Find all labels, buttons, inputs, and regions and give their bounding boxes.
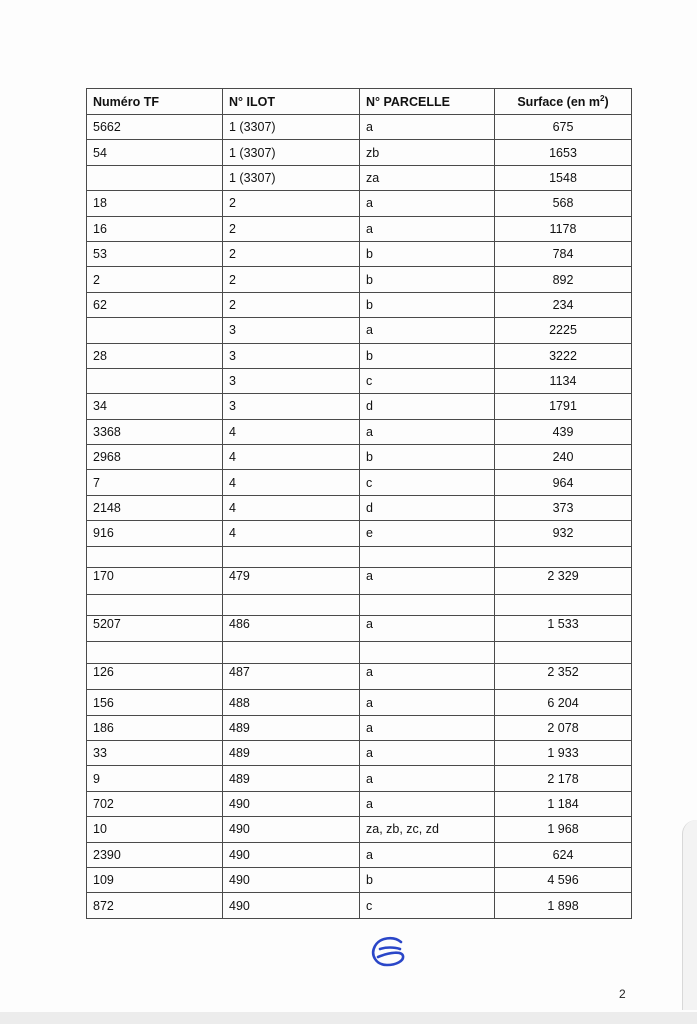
table-row [87, 368, 632, 393]
cell-ilot: 489 [223, 715, 360, 740]
scan-edge [682, 820, 697, 1010]
cell-parcelle: a [360, 191, 495, 216]
cell-surface: 1 968 [495, 817, 632, 842]
header-surface-exponent: 2 [600, 93, 605, 103]
cell-numero-tf: 33 [87, 741, 223, 766]
table-row [87, 140, 632, 165]
cell-numero-tf: 2390 [87, 842, 223, 867]
cell-surface: 964 [495, 470, 632, 495]
cell-parcelle: za [360, 165, 495, 190]
cell-parcelle: a [360, 216, 495, 241]
table-row [87, 546, 632, 568]
cell-numero-tf: 54 [87, 140, 223, 165]
cell-surface: 2 329 [495, 568, 632, 594]
table-row [87, 715, 632, 740]
cell-ilot: 3 [223, 318, 360, 343]
table-row [87, 868, 632, 893]
cell-surface: 1134 [495, 368, 632, 393]
cell-parcelle: a [360, 568, 495, 594]
cell-numero-tf [87, 546, 223, 568]
signature-mark [368, 935, 410, 969]
table-row [87, 267, 632, 292]
cell-ilot: 2 [223, 191, 360, 216]
header-numero-tf: Numéro TF [87, 89, 223, 115]
cell-surface: 6 204 [495, 690, 632, 715]
cell-ilot: 4 [223, 419, 360, 444]
table-row [87, 741, 632, 766]
cell-surface [495, 642, 632, 664]
cell-parcelle: a [360, 842, 495, 867]
cell-ilot: 487 [223, 663, 360, 689]
cell-parcelle: a [360, 690, 495, 715]
cell-numero-tf: 3368 [87, 419, 223, 444]
cell-parcelle: c [360, 368, 495, 393]
cell-numero-tf: 2148 [87, 495, 223, 520]
cell-parcelle: a [360, 741, 495, 766]
cell-numero-tf: 53 [87, 241, 223, 266]
parcel-table [86, 88, 632, 919]
cell-surface: 439 [495, 419, 632, 444]
cell-ilot: 2 [223, 292, 360, 317]
cell-ilot [223, 594, 360, 616]
cell-ilot: 2 [223, 216, 360, 241]
cell-parcelle: a [360, 318, 495, 343]
cell-numero-tf: 9 [87, 766, 223, 791]
cell-surface: 2225 [495, 318, 632, 343]
cell-numero-tf: 702 [87, 791, 223, 816]
cell-surface: 3222 [495, 343, 632, 368]
cell-surface: 1653 [495, 140, 632, 165]
table-row [87, 495, 632, 520]
cell-ilot [223, 546, 360, 568]
cell-numero-tf [87, 368, 223, 393]
cell-ilot: 1 (3307) [223, 115, 360, 140]
table-row [87, 690, 632, 715]
cell-numero-tf: 62 [87, 292, 223, 317]
cell-surface: 373 [495, 495, 632, 520]
cell-parcelle: b [360, 267, 495, 292]
cell-parcelle: a [360, 115, 495, 140]
cell-numero-tf: 7 [87, 470, 223, 495]
cell-ilot: 1 (3307) [223, 165, 360, 190]
cell-numero-tf: 2 [87, 267, 223, 292]
cell-parcelle: b [360, 868, 495, 893]
cell-parcelle: c [360, 470, 495, 495]
cell-surface: 4 596 [495, 868, 632, 893]
cell-surface: 1 933 [495, 741, 632, 766]
table-row [87, 165, 632, 190]
cell-parcelle: e [360, 521, 495, 546]
table-row [87, 318, 632, 343]
cell-numero-tf: 156 [87, 690, 223, 715]
table-row [87, 521, 632, 546]
cell-ilot: 3 [223, 368, 360, 393]
cell-ilot: 2 [223, 241, 360, 266]
table-row [87, 817, 632, 842]
cell-ilot: 2 [223, 267, 360, 292]
cell-surface: 240 [495, 445, 632, 470]
cell-parcelle: a [360, 766, 495, 791]
table-row [87, 470, 632, 495]
cell-ilot: 1 (3307) [223, 140, 360, 165]
cell-ilot: 490 [223, 817, 360, 842]
cell-parcelle: a [360, 791, 495, 816]
table-header-row [87, 89, 632, 115]
table-row [87, 115, 632, 140]
cell-numero-tf: 5207 [87, 616, 223, 642]
cell-numero-tf: 34 [87, 394, 223, 419]
cell-parcelle: b [360, 343, 495, 368]
table-row [87, 893, 632, 918]
cell-surface: 1 184 [495, 791, 632, 816]
table-row [87, 642, 632, 664]
cell-parcelle: b [360, 445, 495, 470]
table-row [87, 594, 632, 616]
cell-surface: 784 [495, 241, 632, 266]
cell-ilot: 490 [223, 893, 360, 918]
table-row [87, 216, 632, 241]
table-row [87, 191, 632, 216]
cell-surface: 1791 [495, 394, 632, 419]
cell-surface: 568 [495, 191, 632, 216]
cell-parcelle [360, 546, 495, 568]
cell-ilot [223, 642, 360, 664]
header-surface-close: ) [604, 94, 609, 109]
cell-surface [495, 594, 632, 616]
cell-numero-tf: 10 [87, 817, 223, 842]
header-surface-text: Surface (en m [517, 94, 601, 109]
table-row [87, 663, 632, 689]
cell-ilot: 489 [223, 741, 360, 766]
cell-parcelle: a [360, 663, 495, 689]
cell-surface: 1 898 [495, 893, 632, 918]
cell-parcelle: b [360, 241, 495, 266]
cell-parcelle [360, 594, 495, 616]
cell-parcelle: a [360, 715, 495, 740]
page-number: 2 [619, 987, 626, 1001]
cell-parcelle: c [360, 893, 495, 918]
cell-parcelle: d [360, 495, 495, 520]
cell-ilot: 490 [223, 868, 360, 893]
cell-ilot: 3 [223, 394, 360, 419]
cell-surface: 675 [495, 115, 632, 140]
cell-ilot: 486 [223, 616, 360, 642]
cell-parcelle: d [360, 394, 495, 419]
cell-ilot: 3 [223, 343, 360, 368]
cell-surface: 932 [495, 521, 632, 546]
table-row [87, 292, 632, 317]
cell-parcelle [360, 642, 495, 664]
table-row [87, 616, 632, 642]
cell-surface: 1548 [495, 165, 632, 190]
cell-numero-tf: 16 [87, 216, 223, 241]
header-surface [495, 89, 632, 115]
cell-numero-tf: 109 [87, 868, 223, 893]
table-row [87, 394, 632, 419]
table-row [87, 343, 632, 368]
header-ilot: N° ILOT [223, 89, 360, 115]
cell-numero-tf [87, 642, 223, 664]
cell-surface: 624 [495, 842, 632, 867]
cell-numero-tf [87, 165, 223, 190]
cell-parcelle: a [360, 616, 495, 642]
cell-ilot: 479 [223, 568, 360, 594]
table-row [87, 419, 632, 444]
table-row [87, 568, 632, 594]
table-row [87, 445, 632, 470]
cell-ilot: 489 [223, 766, 360, 791]
cell-numero-tf: 18 [87, 191, 223, 216]
cell-numero-tf: 916 [87, 521, 223, 546]
table-row [87, 766, 632, 791]
cell-numero-tf: 126 [87, 663, 223, 689]
cell-parcelle: b [360, 292, 495, 317]
cell-surface: 2 178 [495, 766, 632, 791]
cell-ilot: 4 [223, 470, 360, 495]
cell-numero-tf: 170 [87, 568, 223, 594]
cell-surface: 1178 [495, 216, 632, 241]
cell-ilot: 488 [223, 690, 360, 715]
cell-numero-tf: 186 [87, 715, 223, 740]
cell-surface: 892 [495, 267, 632, 292]
cell-ilot: 4 [223, 521, 360, 546]
cell-ilot: 4 [223, 445, 360, 470]
cell-numero-tf: 5662 [87, 115, 223, 140]
cell-ilot: 490 [223, 842, 360, 867]
cell-surface: 234 [495, 292, 632, 317]
cell-ilot: 4 [223, 495, 360, 520]
cell-numero-tf: 872 [87, 893, 223, 918]
cell-surface [495, 546, 632, 568]
cell-surface: 2 078 [495, 715, 632, 740]
cell-numero-tf: 28 [87, 343, 223, 368]
cell-ilot: 490 [223, 791, 360, 816]
cell-parcelle: a [360, 419, 495, 444]
table-row [87, 241, 632, 266]
cell-numero-tf: 2968 [87, 445, 223, 470]
cell-surface: 2 352 [495, 663, 632, 689]
table-row [87, 842, 632, 867]
header-parcelle: N° PARCELLE [360, 89, 495, 115]
cell-parcelle: zb [360, 140, 495, 165]
table-row [87, 791, 632, 816]
cell-parcelle: za, zb, zc, zd [360, 817, 495, 842]
cell-numero-tf [87, 594, 223, 616]
cell-surface: 1 533 [495, 616, 632, 642]
cell-numero-tf [87, 318, 223, 343]
